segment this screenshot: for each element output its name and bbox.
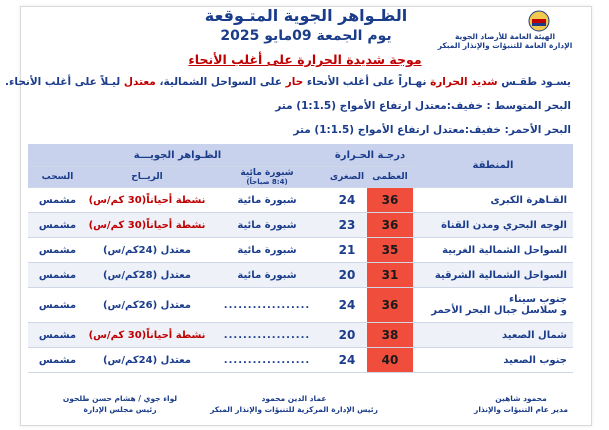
summary-line-1: يسـود طقـس شديد الحرارة نهـاراً على أغلب الأنحاء حار على السواحل الشمالية، معتدل ليـلاً على أغلب الأنحاء. xyxy=(5,76,571,88)
table-row xyxy=(28,238,573,263)
table-row xyxy=(28,263,573,288)
max-temp-cell: 40 xyxy=(367,348,413,373)
header-temperature: درجـة الحـرارة xyxy=(327,144,413,167)
region-cell: جنوب الصعيد xyxy=(413,348,573,373)
min-temp-cell: 24 xyxy=(327,348,367,373)
table-row xyxy=(28,323,573,348)
signature-central-admin: عماد الدين محمود رئيس الإدارة المركزية للتنبؤات والإنذار المبكر xyxy=(210,394,378,414)
wind-cell: نشطة أحياناً(30 كم/س) xyxy=(87,323,207,348)
cloud-cell: مشمس xyxy=(28,188,87,213)
signature-board-chair: لواء جوي / هشام حسن طلحون رئيس مجلس الإدارة xyxy=(62,394,178,414)
min-temp-cell: 24 xyxy=(327,188,367,213)
cloud-cell: مشمس xyxy=(28,238,87,263)
fog-cell: شبورة مائية xyxy=(207,188,327,213)
page-title: الظـواهر الجوية المتـوقعة xyxy=(204,6,408,25)
fog-cell: شبورة مائية xyxy=(207,263,327,288)
summary-mediterranean: البحر المتوسط : خفيف:معتدل ارتفاع الأمواج (1:1.5) متر xyxy=(275,100,571,112)
max-temp-cell: 36 xyxy=(367,288,413,323)
cloud-cell: مشمس xyxy=(28,288,87,323)
fog-cell: شبورة مائية xyxy=(207,238,327,263)
max-temp-cell: 35 xyxy=(367,238,413,263)
region-cell: شمال الصعيد xyxy=(413,323,573,348)
region-cell: السواحل الشمالية الغربية xyxy=(413,238,573,263)
org-line-1: الهيئة العامة للأرصاد الجوية xyxy=(454,32,556,41)
region-cell: السواحل الشمالية الشرقية xyxy=(413,263,573,288)
fog-cell: .................. xyxy=(207,288,327,323)
forecast-table xyxy=(28,144,573,373)
meteorology-logo-icon xyxy=(526,10,552,32)
signature-forecast-director: محمود شاهين مدير عام التنبؤات والإنذار xyxy=(474,394,568,414)
table-row xyxy=(28,213,573,238)
table-header-row-1 xyxy=(28,144,573,167)
header-fog: شبورة مائية (8:4 صباحاً) xyxy=(207,167,327,188)
header-phenomena: الظـواهر الجويـــة xyxy=(28,144,327,167)
min-temp-cell: 24 xyxy=(327,288,367,323)
min-temp-cell: 21 xyxy=(327,238,367,263)
organization-name xyxy=(425,32,585,50)
table-row xyxy=(28,188,573,213)
fog-cell: .................. xyxy=(207,348,327,373)
bulletin-date: يوم الجمعة 09مايو 2025 xyxy=(220,28,392,44)
min-temp-cell: 20 xyxy=(327,323,367,348)
header-max: العظمى xyxy=(367,167,413,188)
wind-cell: معتدل (24كم/س) xyxy=(87,238,207,263)
region-cell: الوجه البحري ومدن القناة xyxy=(413,213,573,238)
region-cell: جنوب سيناء و سلاسل جبال البحر الأحمر xyxy=(413,288,573,323)
max-temp-cell: 36 xyxy=(367,213,413,238)
fog-cell: شبورة مائية xyxy=(207,213,327,238)
wind-cell: نشطة أحياناً(30 كم/س) xyxy=(87,188,207,213)
max-temp-cell: 38 xyxy=(367,323,413,348)
table-body xyxy=(28,188,573,373)
wind-cell: معتدل (24كم/س) xyxy=(87,348,207,373)
table-row xyxy=(28,348,573,373)
cloud-cell: مشمس xyxy=(28,263,87,288)
table-row xyxy=(28,288,573,323)
min-temp-cell: 23 xyxy=(327,213,367,238)
header-wind: الريــاح xyxy=(87,167,207,188)
fog-cell: .................. xyxy=(207,323,327,348)
org-line-2: الإدارة العامة للتنبؤات والإنذار المبكر xyxy=(437,41,573,50)
header-min: الصغرى xyxy=(327,167,367,188)
cloud-cell: مشمس xyxy=(28,213,87,238)
cloud-cell: مشمس xyxy=(28,348,87,373)
wind-cell: معتدل (26كم/س) xyxy=(87,288,207,323)
headline-warning: موجة شديدة الحرارة على أغلب الأنحاء xyxy=(188,52,422,67)
max-temp-cell: 31 xyxy=(367,263,413,288)
header-cloud: السحب xyxy=(28,167,87,188)
summary-red-sea: البحر الأحمر: خفيف:معتدل ارتفاع الأمواج (1:1.5) متر xyxy=(293,124,571,136)
cloud-cell: مشمس xyxy=(28,323,87,348)
wind-cell: نشطة أحياناً(30 كم/س) xyxy=(87,213,207,238)
region-cell: القـاهرة الكبرى xyxy=(413,188,573,213)
min-temp-cell: 20 xyxy=(327,263,367,288)
wind-cell: معتدل (28كم/س) xyxy=(87,263,207,288)
max-temp-cell: 36 xyxy=(367,188,413,213)
header-region: المنطقة xyxy=(413,144,573,188)
